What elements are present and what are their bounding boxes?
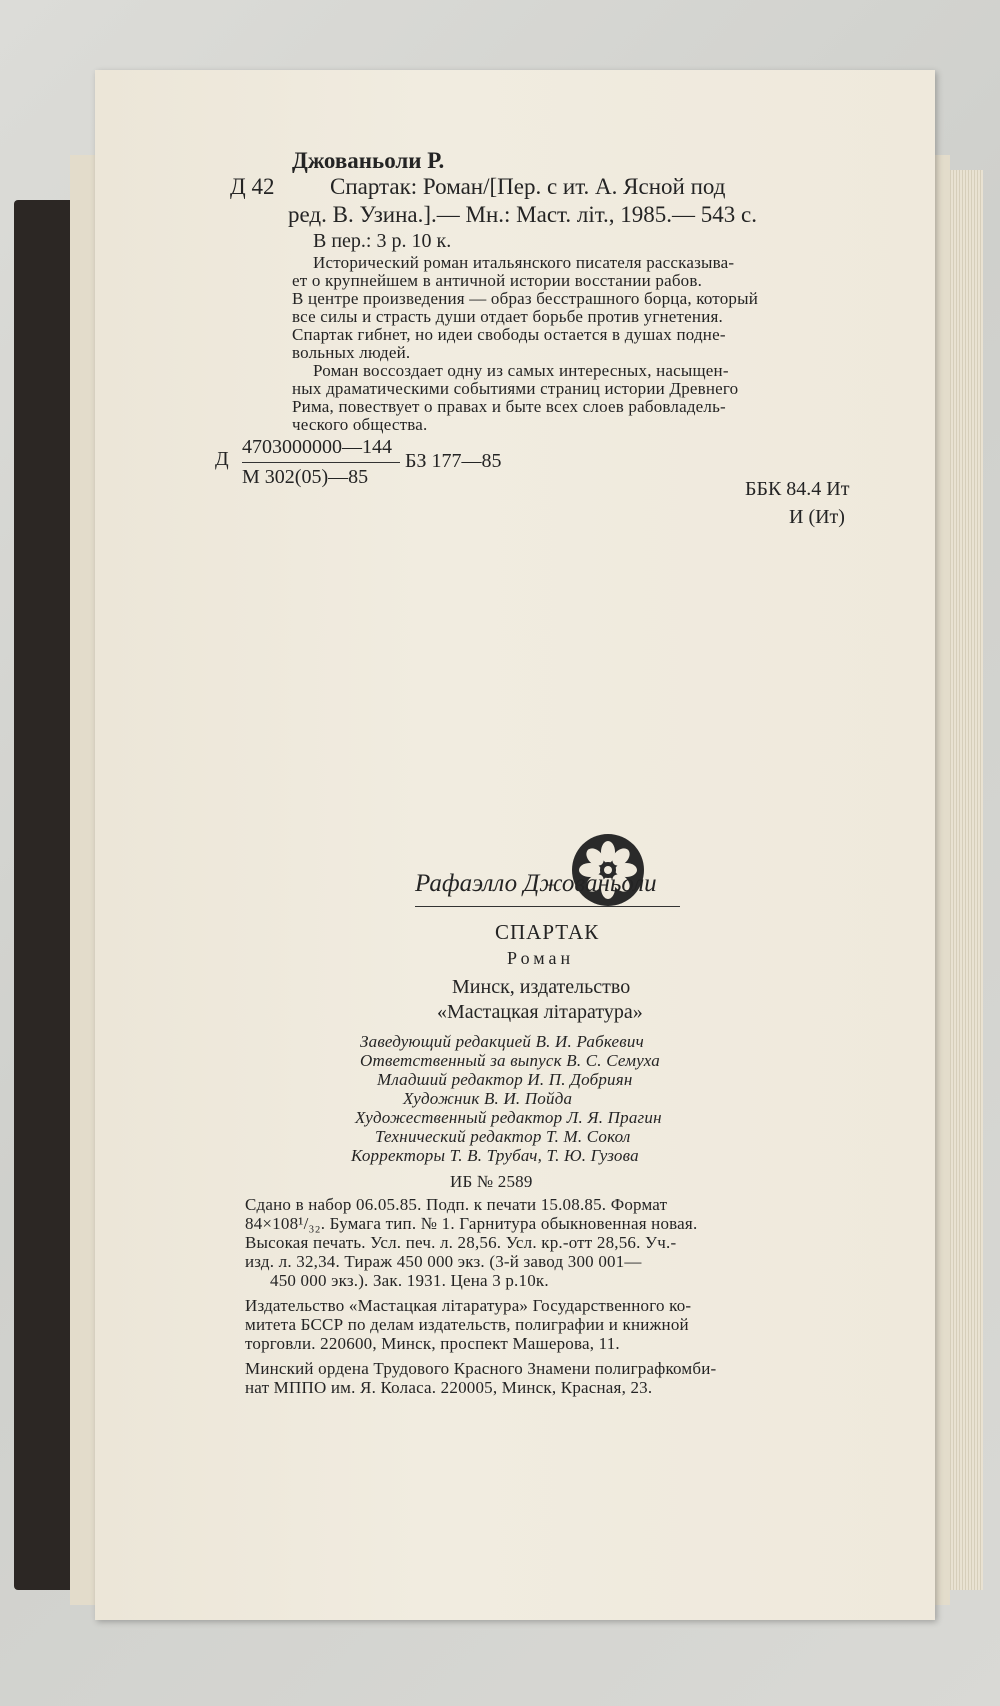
printer-info-line: нат МППО им. Я. Коласа. 220005, Минск, Красная, 23. (245, 1378, 653, 1397)
publisher-info-line: митета БССР по делам издательств, полиграфии и книжной (245, 1315, 689, 1334)
abstract-line: ческого общества. (292, 415, 428, 434)
abstract-line: Рима, повествует о правах и быте всех слоев рабовладель- (292, 397, 726, 416)
abstract-line: Спартак гибнет, но идеи свободы остается в душах подне- (292, 325, 726, 344)
imprint-author: Рафаэлло Джованьоли (415, 870, 657, 897)
staff-line: Заведующий редакцией В. И. Рабкевич (360, 1032, 644, 1051)
formula-divider (242, 462, 400, 463)
print-info-line: 450 000 экз.). Зак. 1931. Цена 3 р.10к. (270, 1271, 549, 1290)
abstract-line: ных драматическими событиями страниц истории Древнего (292, 379, 739, 398)
staff-line: Младший редактор И. П. Добриян (377, 1070, 633, 1089)
catalog-price: В пер.: 3 р. 10 к. (313, 230, 452, 252)
abstract-line: все силы и страсть души отдает борьбе против угнетения. (292, 307, 723, 326)
catalog-publication-line: ред. В. Узина.].— Мн.: Маст. літ., 1985.— 543 с. (288, 202, 758, 227)
catalog-index: Д 42 (230, 174, 275, 199)
imprint-title: СПАРТАК (495, 920, 600, 944)
abstract-line: вольных людей. (292, 343, 411, 362)
author-rule (415, 906, 680, 907)
ib-number: ИБ № 2589 (450, 1172, 533, 1191)
abstract-line: ет о крупнейшем в античной истории восстании рабов. (292, 271, 703, 290)
staff-line: Художественный редактор Л. Я. Прагин (355, 1108, 662, 1127)
formula-letter: Д (215, 448, 229, 470)
book-page (95, 70, 935, 1620)
print-info-line: Сдано в набор 06.05.85. Подп. к печати 15.08.85. Формат (245, 1195, 668, 1214)
abstract-line: Роман воссоздает одну из самых интересных, насыщен- (313, 361, 729, 380)
staff-line: Ответственный за выпуск В. С. Семуха (360, 1051, 660, 1070)
publisher-info-line: Издательство «Мастацкая літаратура» Государственного ко- (245, 1296, 692, 1315)
print-info-line: Высокая печать. Усл. печ. л. 28,56. Усл. кр.-отт 28,56. Уч.- (245, 1233, 677, 1252)
print-info-line: изд. л. 32,34. Тираж 450 000 экз. (3-й завод 300 001— (245, 1252, 642, 1271)
abstract-line: В центре произведения — образ бесстрашного борца, который (292, 289, 759, 308)
printer-info-line: Минский ордена Трудового Красного Знамени полиграфкомби- (245, 1359, 717, 1378)
formula-bottom: М 302(05)—85 (242, 466, 369, 488)
bbk-code: ББК 84.4 Ит (745, 478, 850, 500)
print-info-line: 84×108¹/₃₂. Бумага тип. № 1. Гарнитура обыкновенная новая. (245, 1214, 698, 1233)
abstract-line: Исторический роман итальянского писателя рассказыва- (313, 253, 735, 272)
imprint-city: Минск, издательство (452, 976, 631, 998)
publisher-info-line: торговли. 220600, Минск, проспект Машерова, 11. (245, 1334, 620, 1353)
formula-top: 4703000000—144 (242, 436, 392, 458)
imprint-genre: Роман (507, 948, 575, 968)
bbk-code-secondary: И (Ит) (789, 506, 845, 528)
staff-line: Корректоры Т. В. Трубач, Т. Ю. Гузова (351, 1146, 639, 1165)
staff-line: Технический редактор Т. М. Сокол (375, 1127, 631, 1146)
imprint-publisher: «Мастацкая літаратура» (437, 1001, 643, 1023)
catalog-author: Джованьоли Р. (292, 148, 445, 173)
catalog-title-line: Спартак: Роман/[Пер. с ит. А. Ясной под (330, 174, 726, 199)
formula-code: БЗ 177—85 (405, 450, 502, 472)
staff-line: Художник В. И. Пойда (403, 1089, 573, 1108)
